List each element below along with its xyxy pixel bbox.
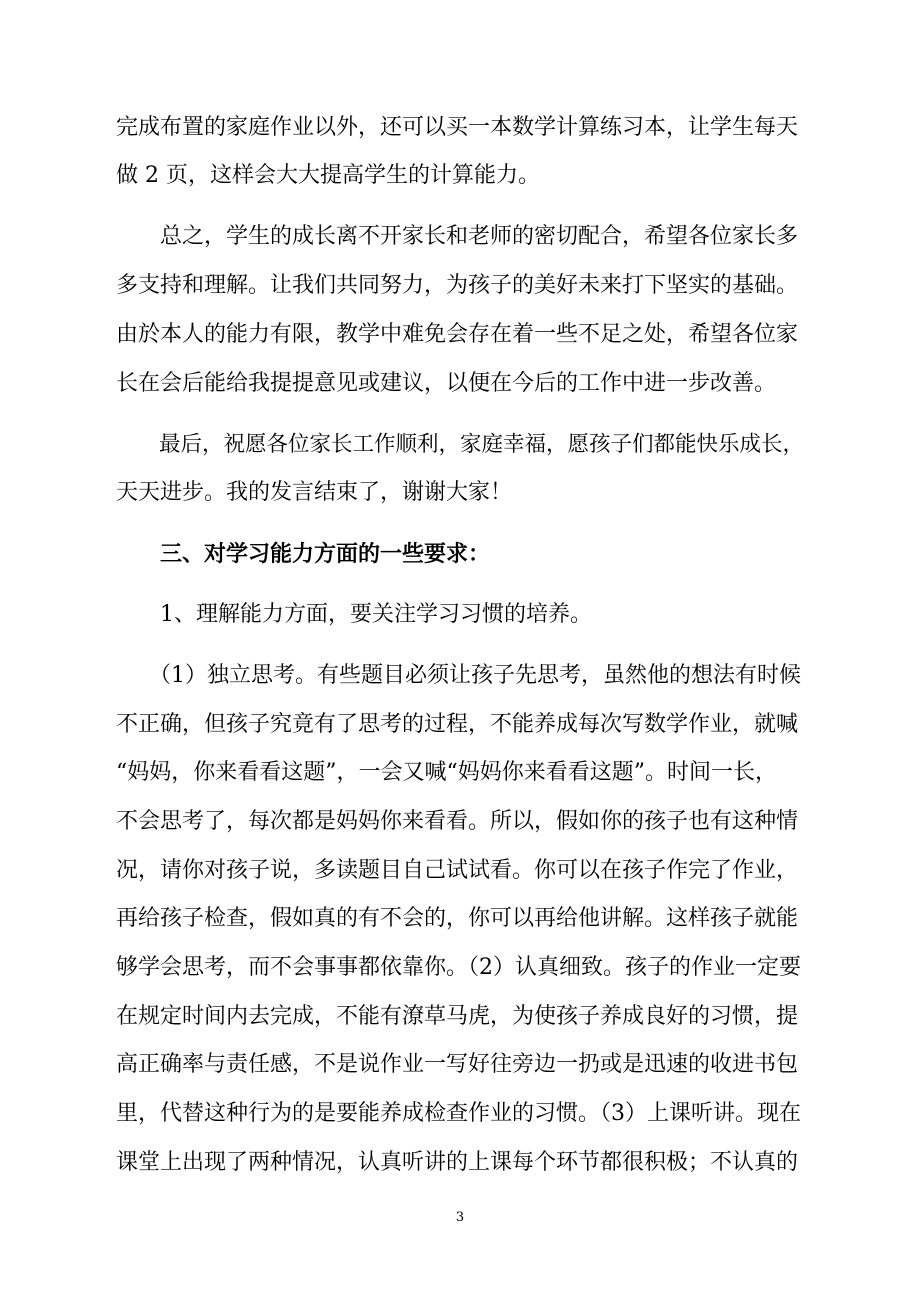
text-line: 里，代替这种行为的是要能养成检查作业的习惯。（3）上课听讲。现在: [116, 1101, 801, 1126]
text-line: 再给孩子检查，假如真的有不会的，你可以再给他讲解。这样孩子就能: [116, 906, 799, 931]
text-line: （1）独立思考。有些题目必须让孩子先思考，虽然他的想法有时候: [116, 663, 801, 688]
text-line: 高正确率与责任感，不是说作业一写好往旁边一扔或是迅速的收进书包: [116, 1052, 799, 1077]
text-line: 不正确，但孩子究竟有了思考的过程，不能养成每次写数学作业，就喊: [116, 712, 799, 737]
text-line: 在规定时间内去完成，不能有潦草马虎，为使孩子养成良好的习惯，提: [116, 1004, 799, 1029]
text-line: 多支持和理解。让我们共同努力，为孩子的美好未来打下坚实的基础。: [116, 273, 799, 298]
page-number: 3: [455, 1210, 465, 1225]
subsection-heading: 1、理解能力方面，要关注学习习惯的培养。: [116, 602, 592, 627]
text-line: 由於本人的能力有限，教学中难免会存在着一些不足之处，希望各位家: [116, 322, 799, 347]
text-line: 课堂上出现了两种情况，认真听讲的上课每个环节都很积极；不认真的: [116, 1150, 799, 1175]
section-heading: 三、对学习能力方面的一些要求：: [116, 541, 491, 567]
text-line: 总之，学生的成长离不开家长和老师的密切配合，希望各位家长多: [116, 224, 799, 249]
text-line: 完成布置的家庭作业以外，还可以买一本数学计算练习本，让学生每天: [116, 115, 799, 140]
text-line: 长在会后能给我提提意见或建议，以便在今后的工作中进一步改善。: [116, 371, 777, 396]
text-line: 天天进步。我的发言结束了，谢谢大家！: [116, 480, 513, 505]
text-line: 够学会思考，而不会事事都依靠你。（2）认真细致。孩子的作业一定要: [116, 955, 801, 980]
text-line: 做 2 页，这样会大大提高学生的计算能力。: [116, 163, 540, 188]
text-line: “妈妈，你来看看这题”，一会又喊“妈妈你来看看这题”。时间一长，: [116, 760, 777, 785]
text-line: 况，请你对孩子说，多读题目自己试试看。你可以在孩子作完了作业，: [116, 858, 799, 883]
text-line: 不会思考了，每次都是妈妈你来看看。所以，假如你的孩子也有这种情: [116, 809, 799, 834]
text-line: 最后，祝愿各位家长工作顺利，家庭幸福，愿孩子们都能快乐成长，: [116, 432, 805, 457]
